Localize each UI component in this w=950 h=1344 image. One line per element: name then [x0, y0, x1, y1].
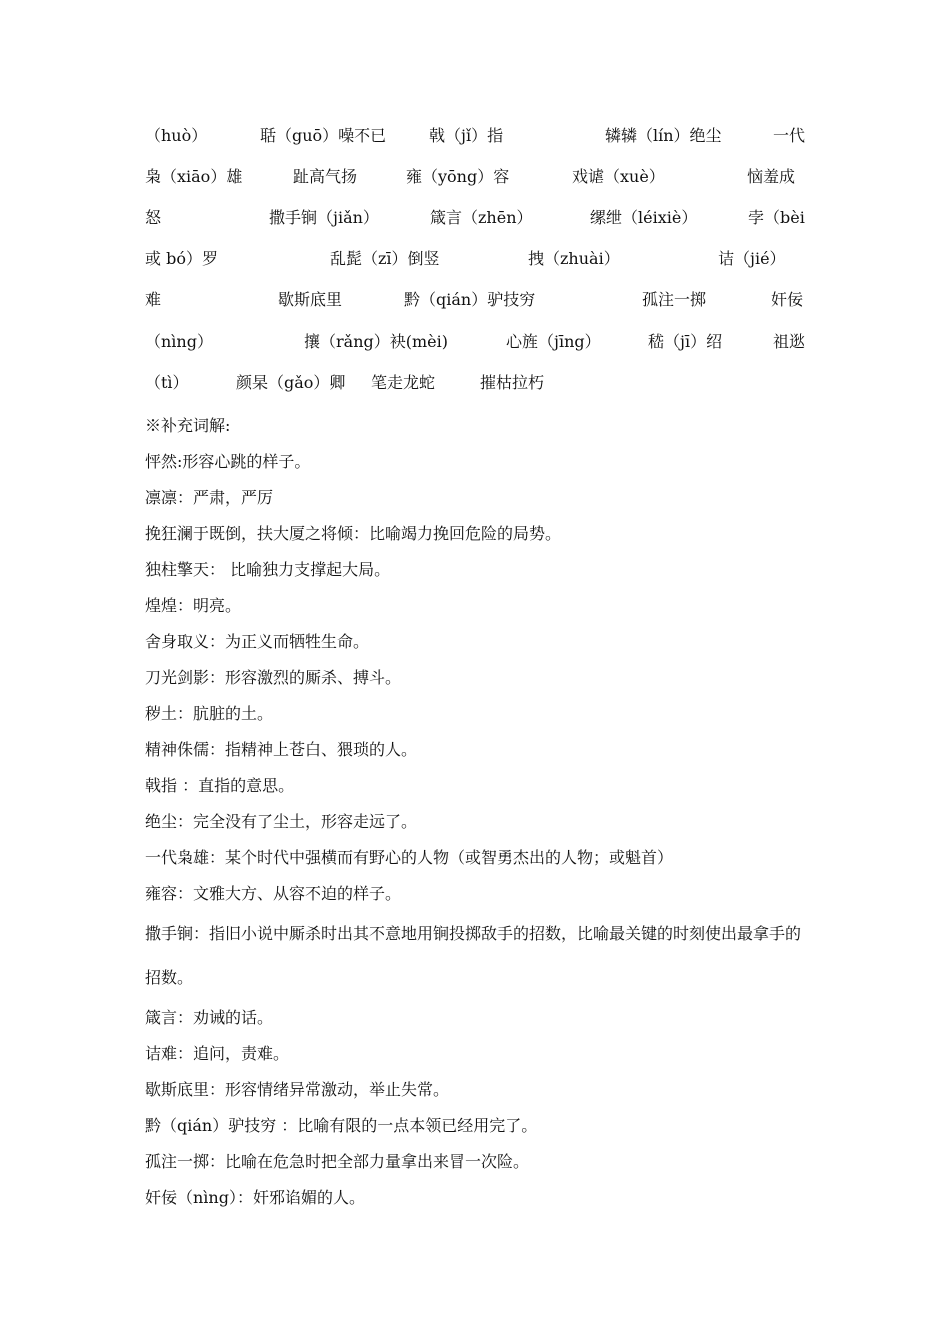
- word-entry: 奸佞: [771, 290, 804, 309]
- word-entry: 孛（bèi: [748, 208, 805, 227]
- definition-item: 凛凛：严肃，严厉: [145, 488, 274, 507]
- word-entry: 祖逖: [773, 332, 806, 351]
- word-entry: 嵇（jī）绍: [648, 332, 723, 351]
- word-entry: 孤注一掷: [642, 290, 707, 309]
- word-entry: （nìng）: [145, 332, 213, 351]
- word-entry: 趾高气扬: [293, 167, 358, 186]
- word-entry: 或 bó）罗: [145, 249, 218, 268]
- definition-item: 奸佞（nìng）：奸邪谄媚的人。: [145, 1188, 365, 1207]
- word-entry: 戏谑（xuè）: [572, 167, 665, 186]
- pinyin-line-5: [145, 285, 807, 315]
- pinyin-line-6: [145, 327, 807, 357]
- definition-item: 挽狂澜于既倒，扶大厦之将倾：比喻竭力挽回危险的局势。: [145, 524, 562, 543]
- definition-item: 怦然:形容心跳的样子。: [145, 452, 311, 471]
- word-entry: （huò）: [145, 126, 208, 145]
- word-entry: 歇斯底里: [278, 290, 343, 309]
- definition-item: 刀光剑影：形容激烈的厮杀、搏斗。: [145, 668, 402, 687]
- word-entry: 乱髭（zī）倒竖: [330, 249, 440, 268]
- word-entry: 聒（guō）噪不已: [260, 126, 387, 145]
- word-entry: 辚辚（lín）绝尘: [605, 126, 722, 145]
- word-entry: 一代: [773, 126, 806, 145]
- word-entry: 摧枯拉朽: [480, 373, 545, 392]
- definitions-section: [145, 408, 815, 1216]
- definition-item: 独柱擎天： 比喻独力支撑起大局。: [145, 560, 391, 579]
- pinyin-line-7: [145, 368, 807, 398]
- word-entry: 颜杲（gǎo）卿: [236, 373, 346, 392]
- definition-item: 戟指 ：直指的意思。: [145, 776, 295, 795]
- definition-item: 撒手锏：指旧小说中厮杀时出其不意地用锏投掷敌手的招数，比喻最关键的时刻使出最拿手的招数。: [145, 924, 802, 987]
- word-entry: 撒手锏（jiǎn）: [269, 208, 379, 227]
- word-entry: 箴言（zhēn）: [430, 208, 533, 227]
- definition-item: 绝尘：完全没有了尘土，形容走远了。: [145, 812, 418, 831]
- pinyin-line-2: [145, 162, 807, 192]
- definition-item: 黔（qián）驴技穷 ：比喻有限的一点本领已经用完了。: [145, 1116, 538, 1135]
- word-entry: （tì）: [145, 373, 189, 392]
- word-entry: 雍（yōng）容: [406, 167, 510, 186]
- word-entry: 拽（zhuài）: [528, 249, 620, 268]
- definition-item: 一代枭雄：某个时代中强横而有野心的人物（或智勇杰出的人物；或魁首）: [145, 848, 674, 867]
- word-entry: 缧绁（léixiè）: [590, 208, 698, 227]
- word-entry: 攘（rǎng）袂(mèi): [304, 332, 448, 351]
- word-entry: 戟（jǐ）指: [429, 126, 504, 145]
- definition-item: 煌煌：明亮。: [145, 596, 242, 615]
- word-entry: 难: [145, 290, 162, 309]
- word-entry: 恼羞成: [747, 167, 796, 186]
- definition-item: 歇斯底里：形容情绪异常激动，举止失常。: [145, 1080, 450, 1099]
- definition-item: 诘难：追问，责难。: [145, 1044, 290, 1063]
- pinyin-line-4: [145, 244, 807, 274]
- pinyin-line-1: [145, 121, 807, 151]
- word-entry: 黔（qián）驴技穷: [404, 290, 536, 309]
- word-entry: 枭（xiāo）雄: [145, 167, 243, 186]
- definition-item: 孤注一掷：比喻在危急时把全部力量拿出来冒一次险。: [145, 1152, 530, 1171]
- supplement-heading: ※补充词解:: [145, 416, 231, 435]
- pinyin-line-3: [145, 203, 807, 233]
- word-entry: 怒: [145, 208, 162, 227]
- definition-item: 精神侏儒：指精神上苍白、猥琐的人。: [145, 740, 418, 759]
- definition-item: 舍身取义：为正义而牺牲生命。: [145, 632, 370, 651]
- definition-item: 秽土：肮脏的土。: [145, 704, 274, 723]
- word-entry: 笔走龙蛇: [371, 373, 436, 392]
- definition-item: 雍容：文雅大方、从容不迫的样子。: [145, 884, 402, 903]
- word-entry: 诘（jié）: [718, 249, 786, 268]
- definition-item: 箴言：劝诫的话。: [145, 1008, 274, 1027]
- word-entry: 心旌（jīng）: [506, 332, 601, 351]
